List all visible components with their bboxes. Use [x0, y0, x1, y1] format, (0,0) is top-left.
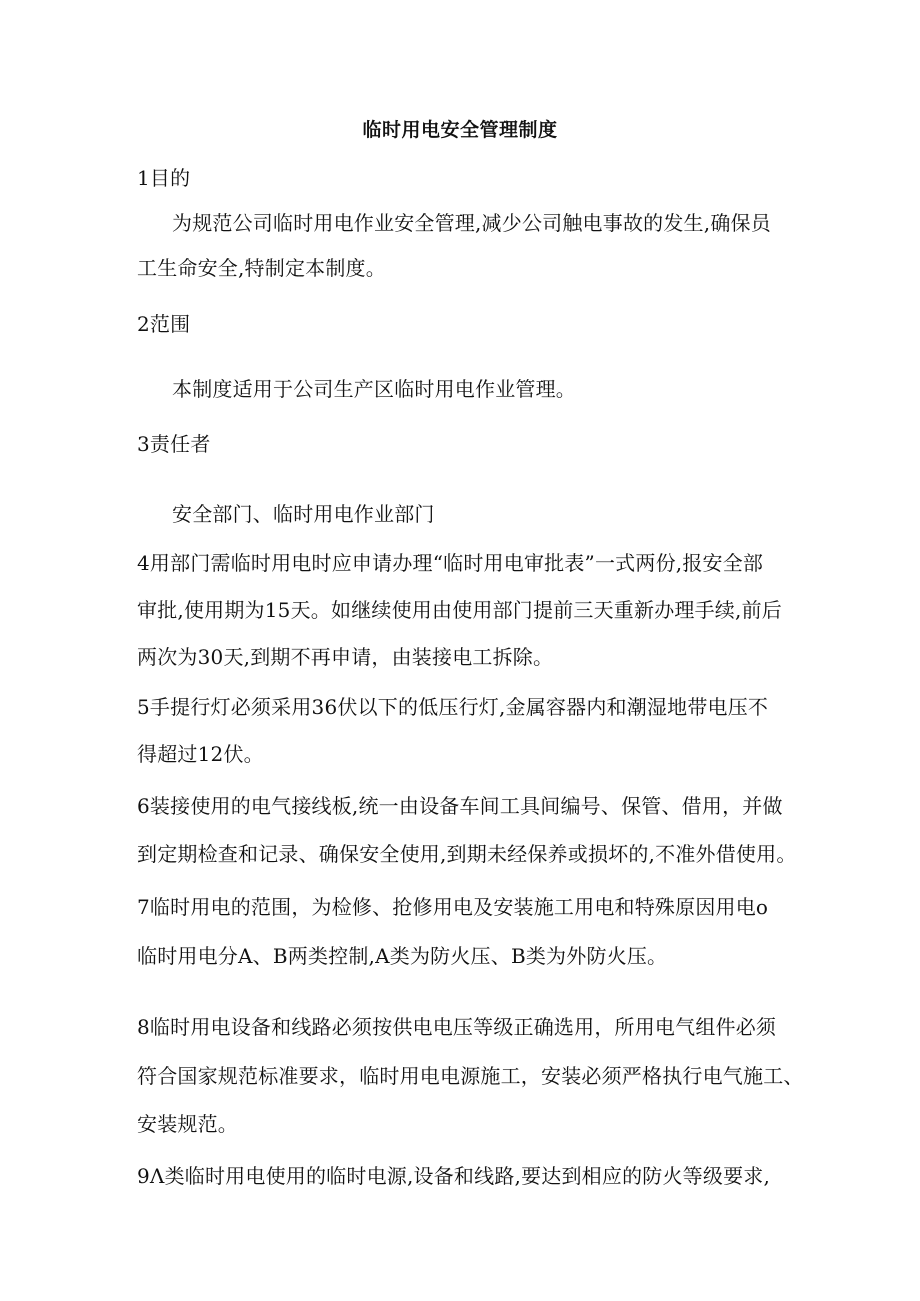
clause-line: 安装规范。 — [137, 1112, 238, 1136]
clause-line: 8临时用电设备和线路必须按供电电压等级正确选用，所用电气组件必须 — [137, 1015, 777, 1039]
clause-line: 符合国家规范标准要求，临时用电电源施工，安装必须严格执行电气施工、 — [137, 1064, 804, 1088]
paragraph-line: 工生命安全,特制定本制度。 — [137, 256, 386, 280]
clause-line: 9Λ类临时用电使用的临时电源,设备和线路,要达到相应的防火等级要求, — [137, 1164, 771, 1188]
clause-line: 6装接使用的电气接线板,统一由设备车间工具间编号、保管、借用，并做 — [137, 794, 783, 818]
clause-line: 到定期检查和记录、确保安全使用,到期未经保养或损坏的,不准外借使用。 — [137, 842, 797, 866]
clause-line: 得超过12伏。 — [137, 742, 264, 766]
section-heading-purpose: 1目的 — [137, 166, 191, 190]
document-title: 临时用电安全管理制度 — [362, 119, 558, 141]
section-heading-responsible: 3责任者 — [137, 432, 211, 456]
paragraph-line: 为规范公司临时用电作业安全管理,减少公司触电事故的发生,确保员 — [172, 211, 771, 235]
clause-line: 两次为30天,到期不再申请，由装接电工拆除。 — [137, 645, 554, 669]
section-heading-scope: 2范围 — [137, 312, 191, 336]
paragraph-line: 安全部门、临时用电作业部门 — [172, 502, 435, 526]
paragraph-line: 本制度适用于公司生产区临时用电作业管理。 — [172, 377, 576, 401]
clause-line: 审批,使用期为15天。如继续使用由使用部门提前三天重新办理手续,前后 — [137, 598, 782, 622]
clause-line: 7临时用电的范围，为检修、抢修用电及安装施工用电和特殊原因用电o — [137, 895, 769, 919]
clause-line: 临时用电分A、B两类控制,A类为防火压、B类为外防火压。 — [137, 944, 668, 968]
clause-line: 5手提行灯必须采用36伏以下的低压行灯,金属容器内和潮湿地带电压不 — [137, 695, 769, 719]
clause-line: 4用部门需临时用电时应申请办理“临时用电审批表”一式两份,报安全部 — [137, 551, 764, 575]
